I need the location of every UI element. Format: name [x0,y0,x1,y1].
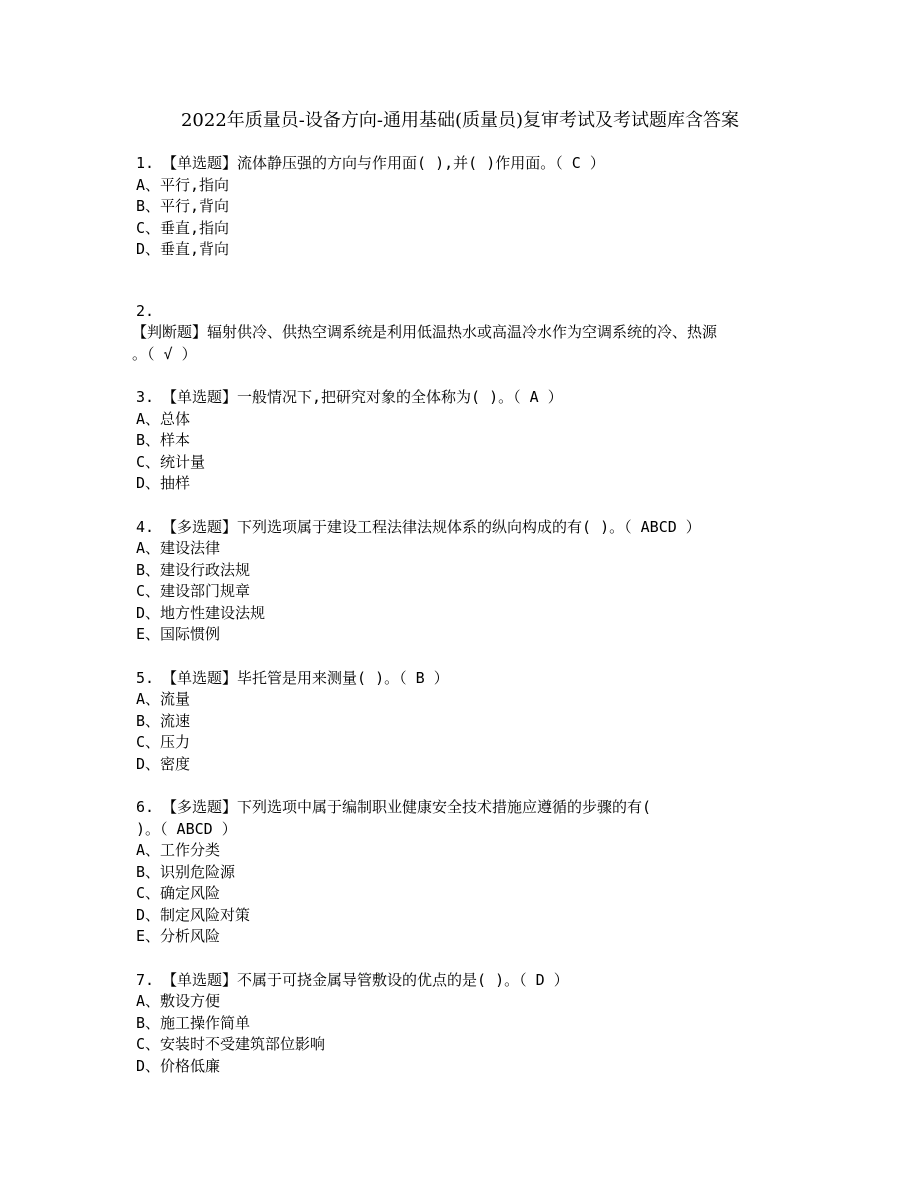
document-title: 2022年质量员-设备方向-通用基础(质量员)复审考试及考试题库含答案 [180,110,739,131]
question-stem: 一般情况下,把研究对象的全体称为( )。 [237,388,514,406]
question-stem: 毕托管是用来测量( )。 [237,668,400,687]
question-header [136,970,796,992]
question-stem: 辐射供冷、供热空调系统是利用低温热水或高温冷水作为空调系统的冷、热源 [207,323,718,341]
option-b: B、样本 [136,431,191,449]
question-number: 4. [136,517,155,536]
option-d: D、地方性建设法规 [136,603,266,622]
question-answer: （ ABCD ） [624,517,701,536]
option-b: B、建设行政法规 [136,560,251,579]
option-a: A、工作分类 [136,841,221,859]
question-header [136,517,796,539]
question-continuation: )。（ ABCD ） [136,819,237,838]
option-a: A、建设法律 [136,539,221,557]
question-list [132,153,796,1099]
option-b: B、流速 [136,711,191,730]
option-b: B、识别危险源 [136,862,236,881]
question-type: 【单选题】 [162,668,238,687]
option-c: C、安装时不受建筑部位影响 [136,1035,326,1053]
question-type: 【多选题】 [162,798,238,816]
question-number: 1. [136,154,155,172]
question-type: 【单选题】 [162,970,238,989]
question-number: 2. [136,301,155,320]
question-header [136,387,796,409]
question-number: 7. [136,970,155,989]
option-e: E、分析风险 [136,927,221,945]
option-c: C、建设部门规章 [136,582,251,600]
question-3 [136,387,796,495]
question-stem: 下列选项中属于编制职业健康安全技术措施应遵循的步骤的有( [237,798,652,816]
question-1 [136,153,796,261]
question-number: 3. [136,388,155,406]
option-d: D、抽样 [136,474,191,492]
option-c: C、压力 [136,733,191,751]
option-a: A、平行,指向 [136,175,230,194]
question-answer: （ D ） [519,970,569,989]
option-e: E、国际惯例 [136,625,221,643]
question-2 [132,301,796,366]
question-stem-line [132,322,796,344]
option-c: C、垂直,指向 [136,218,230,237]
question-header [136,301,796,323]
question-number: 5. [136,668,155,687]
option-a: A、流量 [136,690,191,708]
option-d: D、价格低廉 [136,1056,221,1075]
option-a: A、敷设方便 [136,992,221,1010]
question-type: 【单选题】 [162,388,238,406]
option-d: D、垂直,背向 [136,240,230,258]
question-answer: （ B ） [399,668,449,687]
option-d: D、密度 [136,754,191,773]
question-number: 6. [136,798,155,816]
option-c: C、确定风险 [136,884,221,902]
question-header [136,797,796,819]
question-stem: 不属于可挠金属导管敷设的优点的是( )。 [237,970,520,989]
question-type: 【判断题】 [132,323,208,341]
option-a: A、总体 [136,409,191,428]
question-6 [136,797,796,948]
option-c: C、统计量 [136,452,206,471]
question-stem: 下列选项属于建设工程法律法规体系的纵向构成的有( )。 [237,517,625,536]
question-header [136,153,796,175]
question-5 [136,668,796,776]
question-type: 【多选题】 [162,517,238,536]
question-answer: （ A ） [513,388,563,406]
question-4 [136,517,796,646]
question-answer: （ C ） [555,154,605,172]
option-b: B、平行,背向 [136,197,230,215]
question-continuation: 。（ √ ） [132,344,197,363]
question-type: 【单选题】 [162,154,238,172]
option-d: D、制定风险对策 [136,905,251,924]
option-b: B、施工操作简单 [136,1013,251,1032]
question-stem: 流体静压强的方向与作用面( ),并( )作用面。 [237,154,556,172]
question-header [136,668,796,690]
question-7 [136,970,796,1078]
